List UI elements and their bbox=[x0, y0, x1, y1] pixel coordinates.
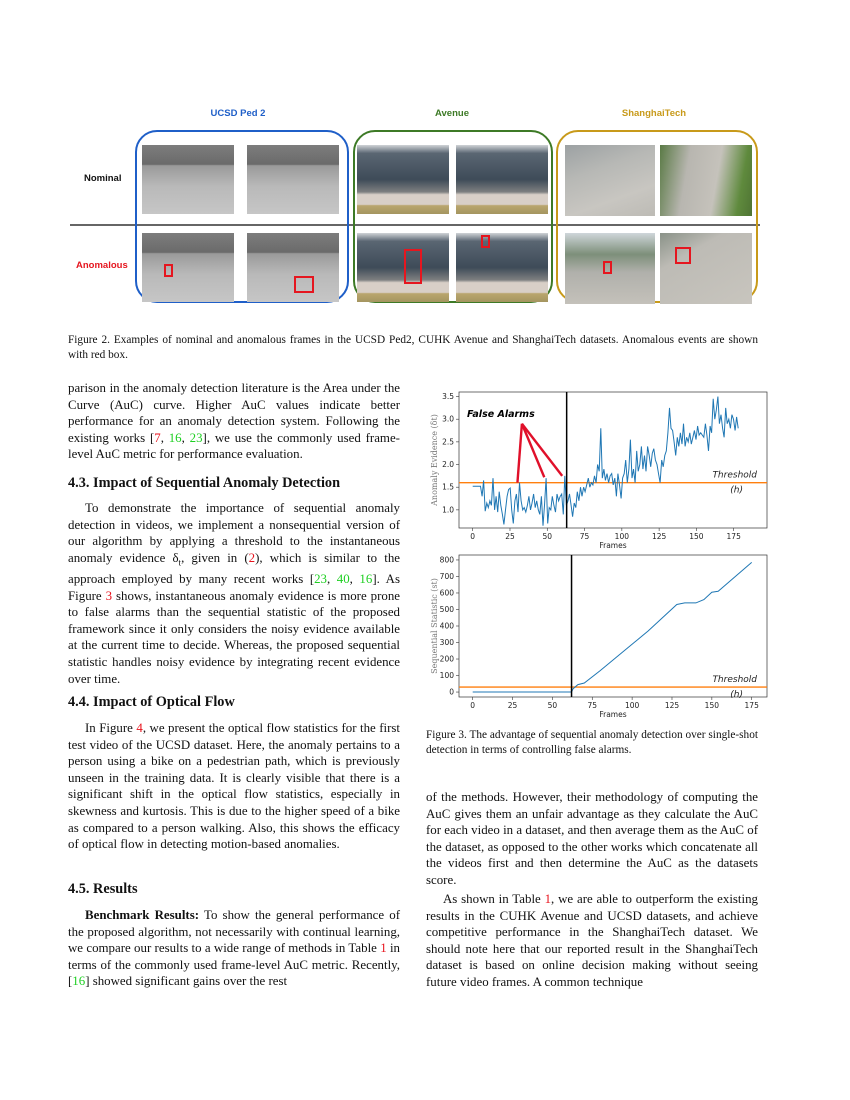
text-run: parison in the anomaly detection literature is the Area under the Curve (AuC) curve. Higher AuC values indicate better performance for an anomaly detection system. Following the existing works [ bbox=[68, 381, 400, 445]
text-run: in terms of the commonly used frame-level AuC metric. Recently, [ bbox=[68, 941, 400, 989]
x-axis-label: Frames bbox=[599, 541, 627, 550]
reference-link[interactable]: 16 bbox=[359, 571, 373, 586]
x-tick-label: 175 bbox=[726, 532, 741, 541]
x-tick-label: 0 bbox=[470, 701, 476, 710]
dataset-label-shanghaitech: ShanghaiTech bbox=[621, 108, 687, 119]
x-tick-label: 175 bbox=[744, 701, 759, 710]
false-alarms-label: False Alarms bbox=[467, 409, 535, 421]
text-run: , bbox=[181, 430, 190, 445]
threshold-label: Threshold bbox=[712, 470, 757, 481]
text-run: , we are able to outperform the existing results in the CUHK Avenue and UCSD datasets, and achieve competitive performance in the ShanghaiTech dataset. We should note here that our reported result in the ShanghaiTech dataset is based on online decision making without seeing future video frames. A common technique bbox=[426, 892, 758, 989]
text-run: t bbox=[178, 557, 182, 568]
y-tick-label: 0 bbox=[449, 687, 454, 697]
text-run: Benchmark Results: bbox=[85, 908, 200, 922]
text-run: , bbox=[160, 430, 169, 445]
y-tick-label: 400 bbox=[439, 621, 454, 631]
paragraph-table-results bbox=[426, 891, 758, 991]
x-tick-label: 100 bbox=[624, 701, 640, 710]
section-heading-4-4: 4.4. Impact of Optical Flow bbox=[68, 694, 235, 710]
text-run: ], we use the commonly used frame-level AuC metric for performance evaluation. bbox=[68, 430, 400, 462]
section-heading-4-3: 4.3. Impact of Sequential Anomaly Detection bbox=[68, 475, 341, 491]
y-tick-label: 2.5 bbox=[442, 437, 454, 447]
y-tick-label: 800 bbox=[439, 555, 454, 565]
row-label-anomalous: Anomalous bbox=[76, 260, 128, 271]
text-run: shows, instantaneous anomaly evidence is more prone to false alarms than the sequential statistic of the proposed framework since it only considers the noisy evidence available at the current time to decide. Whereas, the proposed sequential statistic handles noisy evidence by integrating recent evidence over time. bbox=[68, 588, 400, 686]
x-tick-label: 25 bbox=[507, 701, 518, 710]
x-tick-label: 150 bbox=[704, 701, 720, 710]
reference-link[interactable]: 3 bbox=[105, 588, 113, 603]
reference-link[interactable]: 16 bbox=[168, 430, 182, 445]
text-run: To show the general performance of the proposed algorithm, not necessarily with continual learning, we compare our results to a wide range of methods in Table bbox=[68, 908, 401, 956]
x-tick-label: 0 bbox=[470, 532, 476, 541]
reference-link[interactable]: 23 bbox=[314, 571, 327, 586]
x-axis-label: Frames bbox=[599, 710, 627, 719]
y-tick-label: 3.5 bbox=[442, 392, 454, 402]
reference-link[interactable]: 1 bbox=[380, 941, 387, 956]
y-tick-label: 1.0 bbox=[442, 505, 454, 515]
x-tick-label: 25 bbox=[505, 532, 515, 541]
false-alarm-arrow bbox=[522, 424, 544, 477]
y-tick-label: 500 bbox=[439, 604, 454, 614]
reference-link[interactable]: 40 bbox=[336, 571, 350, 586]
reference-link[interactable]: 2 bbox=[248, 550, 256, 565]
false-alarm-arrow bbox=[517, 424, 521, 483]
y-tick-label: 700 bbox=[439, 571, 454, 581]
reference-link[interactable]: 1 bbox=[544, 892, 552, 906]
x-tick-label: 150 bbox=[689, 532, 704, 541]
series-line bbox=[473, 562, 752, 692]
x-tick-label: 125 bbox=[664, 701, 680, 710]
x-tick-label: 75 bbox=[579, 532, 590, 541]
row-label-nominal: Nominal bbox=[84, 173, 122, 184]
threshold-label: Threshold bbox=[712, 675, 757, 686]
dataset-label-avenue: Avenue bbox=[435, 108, 469, 119]
threshold-symbol: (h) bbox=[730, 485, 743, 496]
text-run: To demonstrate the importance of sequential anomaly detection in videos, we implement a nonsequential version of our algorithm by applying a threshold to the instantaneous anomaly evidence δ bbox=[68, 501, 400, 565]
y-tick-label: 300 bbox=[439, 638, 454, 648]
y-tick-label: 1.5 bbox=[442, 482, 454, 492]
x-tick-label: 125 bbox=[651, 532, 667, 541]
figure-3-caption: Figure 3. The advantage of sequential anomaly detection over single-shot detection in terms of controlling false alarms. bbox=[426, 729, 758, 756]
x-tick-label: 50 bbox=[547, 701, 558, 710]
false-alarm-arrow bbox=[522, 424, 562, 476]
y-axis-label: Anomaly Evidence (δt) bbox=[430, 414, 439, 506]
dataset-label-ucsd: UCSD Ped 2 bbox=[210, 108, 266, 119]
reference-link[interactable]: 16 bbox=[72, 974, 86, 989]
reference-link[interactable]: 4 bbox=[136, 721, 143, 735]
figure-2-caption: Figure 2. Examples of nominal and anomalous frames in the UCSD Ped2, CUHK Avenue and ShanghaiTech datasets. Anomalous events are shown with red box. bbox=[68, 334, 758, 361]
text-run: , bbox=[327, 571, 337, 586]
reference-link[interactable]: 23 bbox=[189, 430, 203, 445]
y-tick-label: 600 bbox=[439, 588, 454, 598]
x-tick-label: 100 bbox=[614, 532, 630, 541]
text-run: of the methods. However, their methodology of computing the AuC gives them an unfair advantage as they calculate the AuC for each video in a dataset, and then average them as the AuC of the dataset, as opposed to the other works which concatenate all the videos first and then determine the AuC as the datasets score. bbox=[426, 790, 758, 887]
text-run: ]. As Figure bbox=[68, 571, 400, 603]
text-run: , bbox=[349, 571, 360, 586]
x-tick-label: 50 bbox=[542, 532, 553, 541]
paragraph-auc-methodology bbox=[426, 789, 758, 889]
y-tick-label: 200 bbox=[439, 654, 454, 664]
reference-link[interactable]: 7 bbox=[154, 430, 161, 445]
text-run: ), which is similar to the approach employed by many recent works [ bbox=[68, 550, 400, 586]
text-run: As shown in Table bbox=[443, 892, 545, 906]
text-run: , we present the optical flow statistics for the first test video of the UCSD dataset. Here, the anomaly pertains to a person using a bike on a pedestrian path, which is previously unseen in the training data. It is clearly visible that there is a significant shift in the optical flow statistics, especially in skewness and kurtosis. This is due to the higher speed of a bike as compared to a person walking. Also, this shows the efficacy of optical flow in detecting motion-based anomalies. bbox=[68, 721, 400, 852]
y-tick-label: 2.0 bbox=[442, 460, 454, 470]
y-axis-label: Sequential Statistic (st) bbox=[430, 578, 439, 674]
text-run: ] showed significant gains over the rest bbox=[85, 974, 288, 989]
text-run: , given in ( bbox=[181, 550, 249, 565]
section-heading-4-5: 4.5. Results bbox=[68, 881, 138, 897]
y-tick-label: 3.0 bbox=[442, 414, 454, 424]
threshold-symbol: (h) bbox=[730, 690, 743, 701]
text-run: In Figure bbox=[85, 721, 137, 735]
y-tick-label: 100 bbox=[439, 671, 454, 681]
x-tick-label: 75 bbox=[587, 701, 598, 710]
